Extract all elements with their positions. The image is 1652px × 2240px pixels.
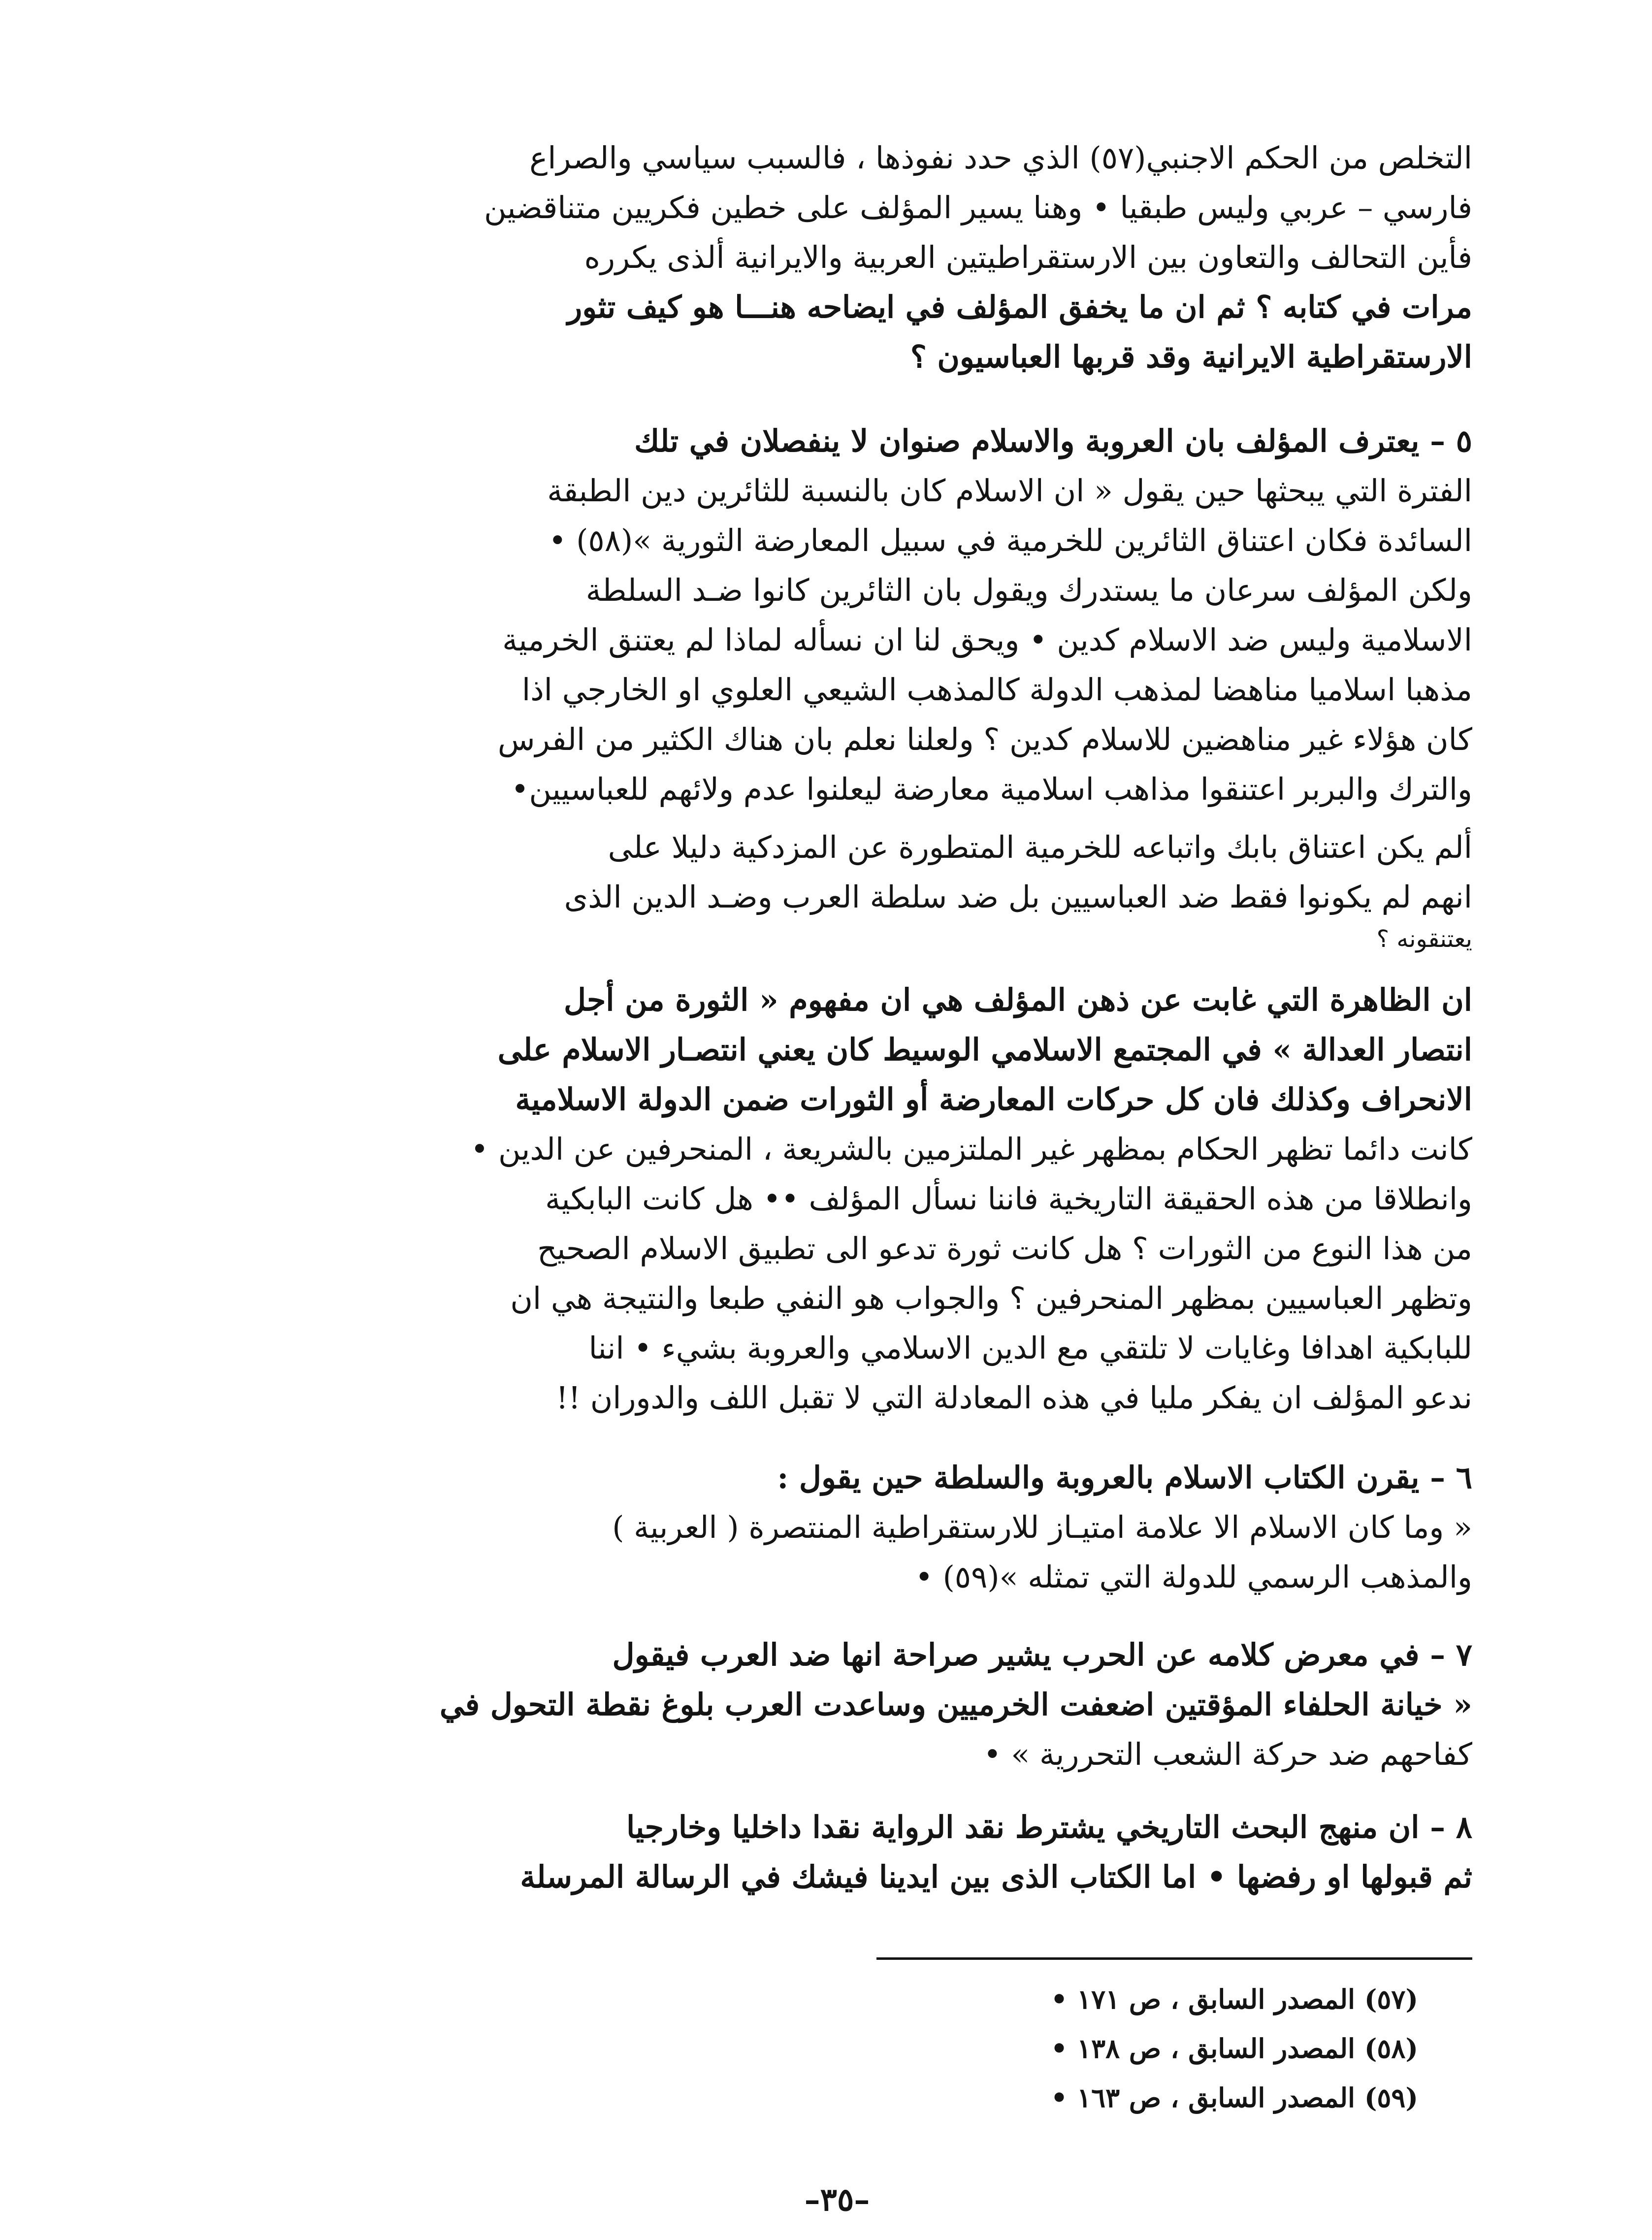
paragraph-1 (484, 133, 1472, 382)
text-line: وانطلاقا من هذه الحقيقة التاريخية فاننا نسأل المؤلف •• هل كانت البابكية (545, 1181, 1472, 1217)
text-line: « وما كان الاسلام الا علامة امتيـاز للارستقراطية المنتصرة ( العربية ) (612, 1509, 1472, 1545)
text-line: من هذا النوع من الثورات ؟ هل كانت ثورة تدعو الى تطبيق الاسلام الصحيح (537, 1231, 1472, 1266)
text-line: يعتنقونه ؟ (1376, 925, 1472, 953)
text-line: السائدة فكان اعتناق الثائرين للخرمية في سبيل المعارضة الثورية »(٥٨) • (548, 522, 1472, 558)
text-line: ٦ – يقرن الكتاب الاسلام بالعروبة والسلطة حين يقول : (777, 1460, 1472, 1495)
text-line: التخلص من الحكم الاجنبي(٥٧) الذي حدد نفوذها ، فالسبب سياسي والصراع (529, 140, 1472, 176)
paragraph-5 (612, 1453, 1472, 1602)
text-line: الفترة التي يبحثها حين يقول « ان الاسلام كان بالنسبة للثائرين دين الطبقة (547, 473, 1472, 509)
text-line: فأين التحالف والتعاون بين الارستقراطيتين العربية والايرانية ألذى يكرره (584, 239, 1472, 275)
text-line: والترك والبربر اعتنقوا مذاهب اسلامية معارضة ليعلنوا عدم ولائهم للعباسيين• (511, 771, 1472, 807)
footnote-59: (٥٩) المصدر السابق ، ص ١٦٣ • (1050, 2082, 1418, 2113)
text-line: والمذهب الرسمي للدولة التي تمثله »(٥٩) • (915, 1559, 1472, 1595)
text-line: ٨ – ان منهج البحث التاريخي يشترط نقد الرواية نقدا داخليا وخارجيا (626, 1809, 1472, 1845)
text-line: انهم لم يكونوا فقط ضد العباسيين بل ضد سلطة العرب وضـد الدين الذى (564, 879, 1472, 915)
text-line: ٥ – يعترف المؤلف بان العروبة والاسلام صنوان لا ينفصلان في تلك (634, 423, 1472, 459)
paragraph-2 (498, 416, 1472, 814)
paragraph-7 (520, 1802, 1472, 1902)
text-line: كانت دائما تظهر الحكام بمظهر غير الملتزمين بالشريعة ، المنحرفين عن الدين • (470, 1131, 1472, 1167)
text-line: الانحراف وكذلك فان كل حركات المعارضة أو الثورات ضمن الدولة الاسلامية (515, 1081, 1472, 1117)
text-line: ألم يكن اعتناق بابك واتباعه للخرمية المتطورة عن المزدكية دليلا على (608, 829, 1472, 865)
footnote-57: (٥٧) المصدر السابق ، ص ١٧١ • (1050, 1983, 1418, 2015)
footnote-divider (876, 1957, 1472, 1960)
text-line: ثم قبولها او رفضها • اما الكتاب الذى بين ايدينا فيشك في الرسالة المرسلة (520, 1859, 1472, 1895)
text-line: وتظهر العباسيين بمظهر المنحرفين ؟ والجواب هو النفي طبعا والنتيجة هي ان (510, 1280, 1472, 1316)
text-line: كفاحهم ضد حركة الشعب التحررية » • (983, 1736, 1472, 1772)
paragraph-4 (471, 975, 1472, 1423)
text-line: « خيانة الحلفاء المؤقتين اضعفت الخرميين وساعدت العرب بلوغ نقطة التحول في (439, 1687, 1472, 1722)
paragraph-6 (440, 1630, 1472, 1779)
text-line: فارسي – عربي وليس طبقيا • وهنا يسير المؤلف على خطين فكريين متناقضين (484, 190, 1472, 226)
text-line: انتصار العدالة » في المجتمع الاسلامي الوسيط كان يعني انتصـار الاسلام على (497, 1032, 1472, 1068)
footnotes (837, 1975, 1418, 2122)
footnote-58: (٥٨) المصدر السابق ، ص ١٣٨ • (1050, 2033, 1418, 2064)
page-number: –٣٥– (804, 2181, 870, 2218)
text-line: ان الظاهرة التي غابت عن ذهن المؤلف هي ان مفهوم « الثورة من أجل (564, 982, 1472, 1018)
text-line: ٧ – في معرض كلامه عن الحرب يشير صراحة انها ضد العرب فيقول (612, 1637, 1472, 1673)
paragraph-3 (564, 822, 1472, 956)
text-line: مرات في كتابه ؟ ثم ان ما يخفق المؤلف في ايضاحه هنـــا هو كيف تثور (567, 289, 1472, 325)
text-line: مذهبا اسلاميا مناهضا لمذهب الدولة كالمذهب الشيعي العلوي او الخارجي اذا (521, 672, 1472, 708)
text-line: الارستقراطية الايرانية وقد قربها العباسيون ؟ (910, 339, 1472, 375)
text-line: للبابكية اهدافا وغايات لا تلتقي مع الدين الاسلامي والعروبة بشيء • اننا (588, 1330, 1472, 1366)
text-line: الاسلامية وليس ضد الاسلام كدين • ويحق لنا ان نسأله لماذا لم يعتنق الخرمية (502, 622, 1472, 658)
text-line: ولكن المؤلف سرعان ما يستدرك ويقول بان الثائرين كانوا ضـد السلطة (585, 572, 1472, 608)
text-line: كان هؤلاء غير مناهضين للاسلام كدين ؟ ولعلنا نعلم بان هناك الكثير من الفرس (497, 721, 1472, 757)
text-line: ندعو المؤلف ان يفكر مليا في هذه المعادلة التي لا تقبل اللف والدوران !! (556, 1380, 1472, 1416)
